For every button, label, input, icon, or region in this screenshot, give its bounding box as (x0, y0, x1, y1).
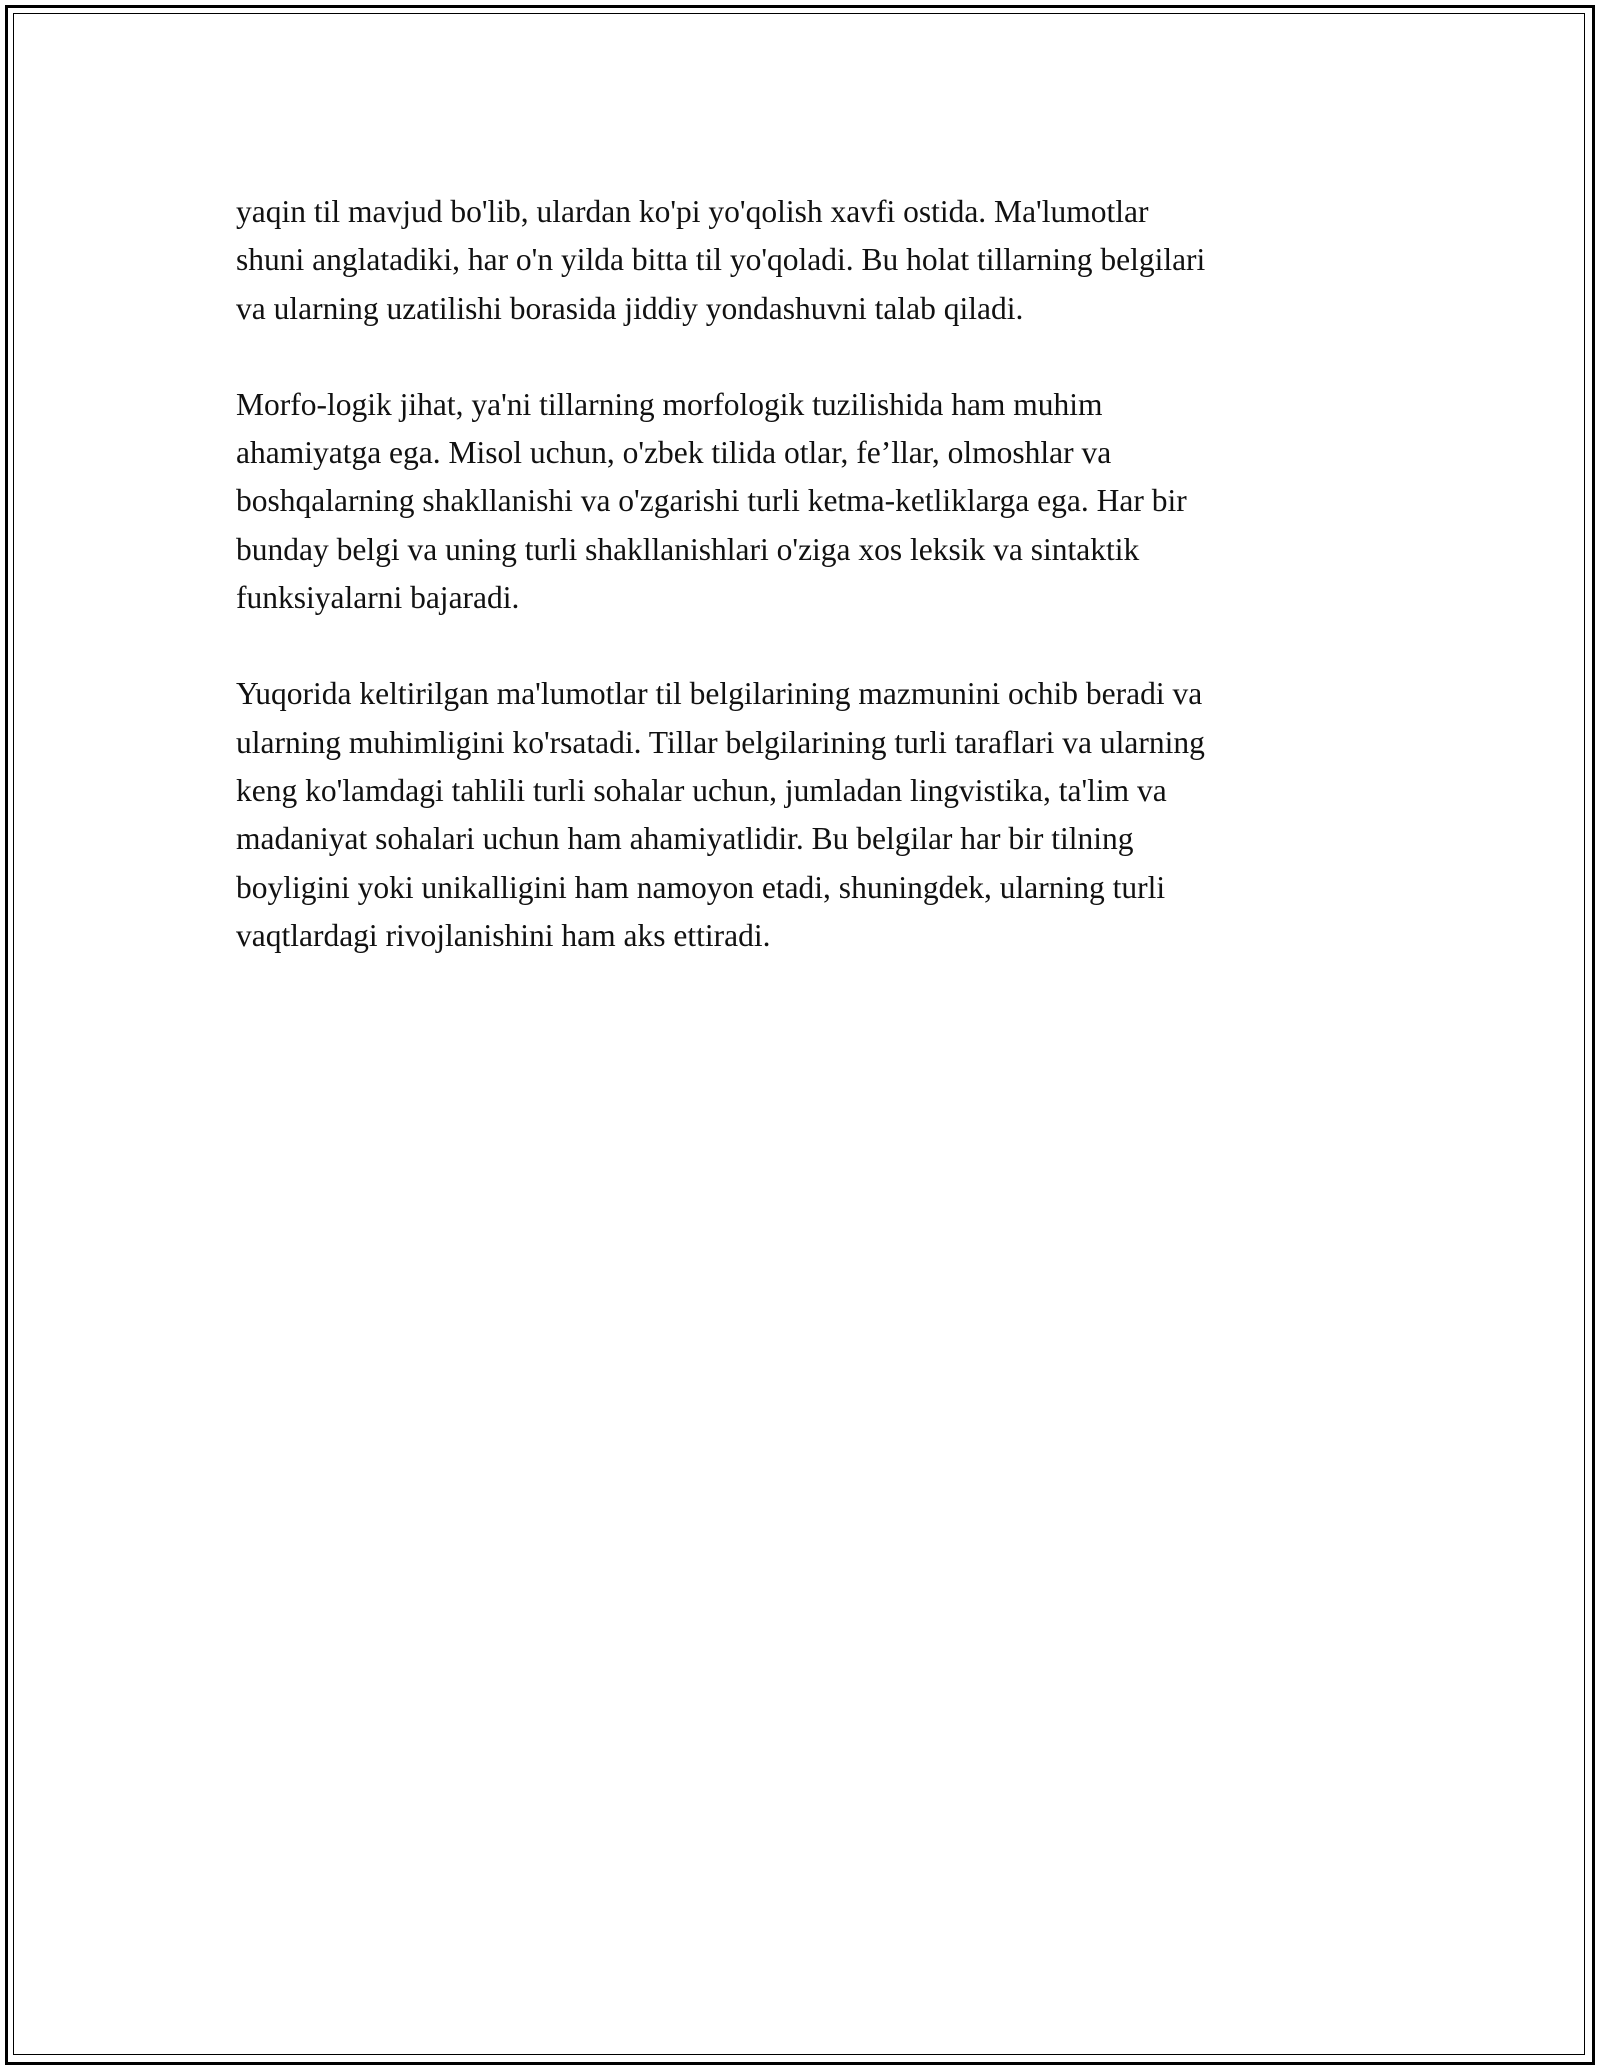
text-line: Yuqorida keltirilgan ma'lumotlar til belgilarining mazmunini ochib beradi va (236, 676, 1203, 712)
paragraph-2 (236, 381, 1386, 622)
text-line: Morfo-logik jihat, ya'ni tillarning morfologik tuzilishida ham muhim (236, 386, 1103, 422)
text-line: ahamiyatga ega. Misol uchun, o'zbek tilida otlar, fe’llar, olmoshlar va (236, 435, 1112, 471)
text-line: boyligini yoki unikalligini ham namoyon etadi, shuningdek, ularning turli (236, 869, 1166, 905)
paragraph-3 (236, 670, 1386, 960)
text-line: vaqtlardagi rivojlanishini ham aks ettiradi. (236, 917, 771, 953)
document-body (236, 188, 1386, 1008)
text-line: funksiyalarni bajaradi. (236, 580, 520, 616)
paragraph-1 (236, 188, 1386, 333)
text-line: keng ko'lamdagi tahlili turli sohalar uchun, jumladan lingvistika, ta'lim va (236, 772, 1167, 808)
text-line: shuni anglatadiki, har o'n yilda bitta til yo'qoladi. Bu holat tillarning belgilari (236, 242, 1206, 278)
text-line: va ularning uzatilishi borasida jiddiy yondashuvni talab qiladi. (236, 290, 1024, 326)
text-line: ularning muhimligini ko'rsatadi. Tillar belgilarining turli taraflari va ularning (236, 724, 1205, 760)
text-line: madaniyat sohalari uchun ham ahamiyatlidir. Bu belgilar har bir tilning (236, 821, 1134, 857)
text-line: bunday belgi va uning turli shakllanishlari o'ziga xos leksik va sintaktik (236, 531, 1140, 567)
text-line: yaqin til mavjud bo'lib, ulardan ko'pi yo'qolish xavfi ostida. Ma'lumotlar (236, 194, 1149, 229)
text-line: boshqalarning shakllanishi va o'zgarishi turli ketma-ketliklarga ega. Har bir (236, 483, 1187, 519)
